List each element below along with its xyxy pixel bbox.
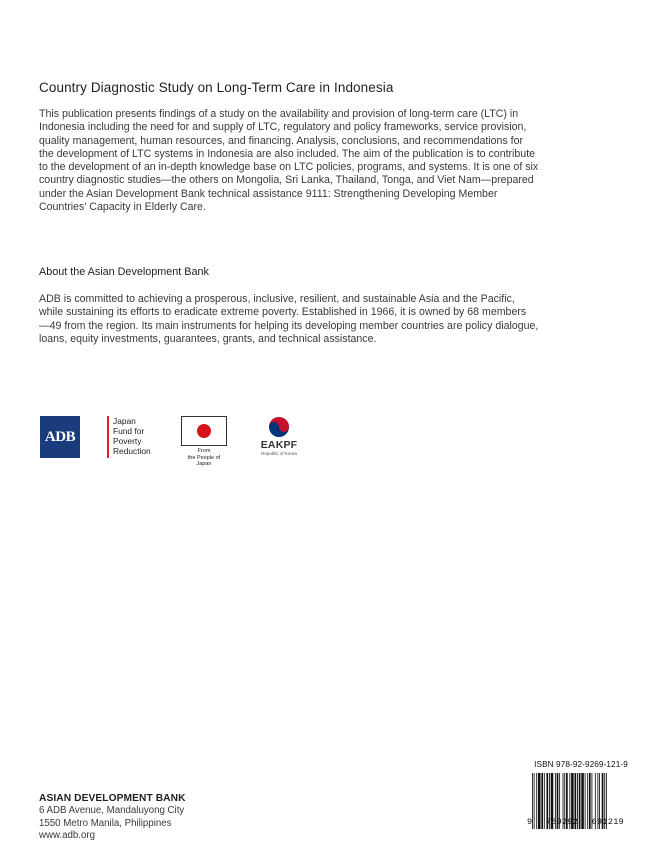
- about-body: ADB is committed to achieving a prosperous, inclusive, resilient, and sustainable Asia and the Pacific, while sustaining its efforts to eradicate extreme poverty. Established in 1966, it is owned by 68 members —49 from the region. Its main instruments for helping its developing member countries are policy dialogue, loans, equity investments, guarantees, grants, and technical assistance.: [39, 293, 539, 345]
- flag-sun: [197, 424, 211, 438]
- japan-flag-icon: [181, 416, 227, 446]
- japan-caption-line: the People of Japan: [187, 454, 221, 467]
- address-line: 1550 Metro Manila, Philippines: [39, 817, 172, 829]
- isbn-label: ISBN 978-92-9269-121-9: [534, 760, 628, 769]
- japan-logo: [181, 416, 227, 468]
- jfpr-line: Poverty: [113, 436, 142, 446]
- publisher-block: [39, 793, 186, 843]
- jfpr-line: Japan: [113, 416, 136, 426]
- publisher-name: ASIAN DEVELOPMENT BANK: [39, 793, 186, 804]
- adb-logo-text: ADB: [44, 428, 76, 445]
- barcode-digits-left: 789292: [545, 817, 579, 827]
- japan-caption: [181, 448, 227, 468]
- japan-caption-line: From: [197, 448, 211, 454]
- barcode-digits-right: 691219: [591, 817, 625, 827]
- jfpr-line: Fund for: [113, 426, 145, 436]
- taegeuk-icon: [268, 416, 290, 438]
- barcode-digit-first: 9: [527, 817, 533, 827]
- website-link[interactable]: www.adb.org: [39, 830, 96, 842]
- publication-description: This publication presents findings of a study on the availability and provision of long-term care (LTC) in Indonesia including the need for and supply of LTC, regulatory and policy frameworks, service provision, quality management, human resources, and financing. Analysis, conclusions, and recommendations for the development of LTC systems in Indonesia are also included. The aim of the publication is to contribute to the development of an in-depth knowledge base on LTC policies, programs, and systems. It is one of six country diagnostic studies—the others on Mongolia, Sri Lanka, Thailand, Tonga, and Viet Nam—prepared under the Asian Development Bank technical assistance 9111: Strengthening Developing Member Countries' Capacity in Elderly Care.: [39, 108, 539, 214]
- jfpr-line: Reduction: [113, 446, 151, 456]
- publication-title: Country Diagnostic Study on Long-Term Care in Indonesia: [39, 80, 394, 95]
- jfpr-logo: [107, 416, 151, 458]
- eakpf-subtitle: Republic of Korea: [261, 451, 297, 456]
- isbn-block: [527, 760, 635, 842]
- address-line: 6 ADB Avenue, Mandaluyong City: [39, 805, 185, 816]
- eakpf-wordmark: EAKPF: [260, 439, 298, 451]
- barcode-digits: [527, 817, 635, 827]
- adb-logo: [40, 416, 80, 458]
- about-heading: About the Asian Development Bank: [39, 266, 209, 278]
- eakpf-logo: [255, 416, 303, 456]
